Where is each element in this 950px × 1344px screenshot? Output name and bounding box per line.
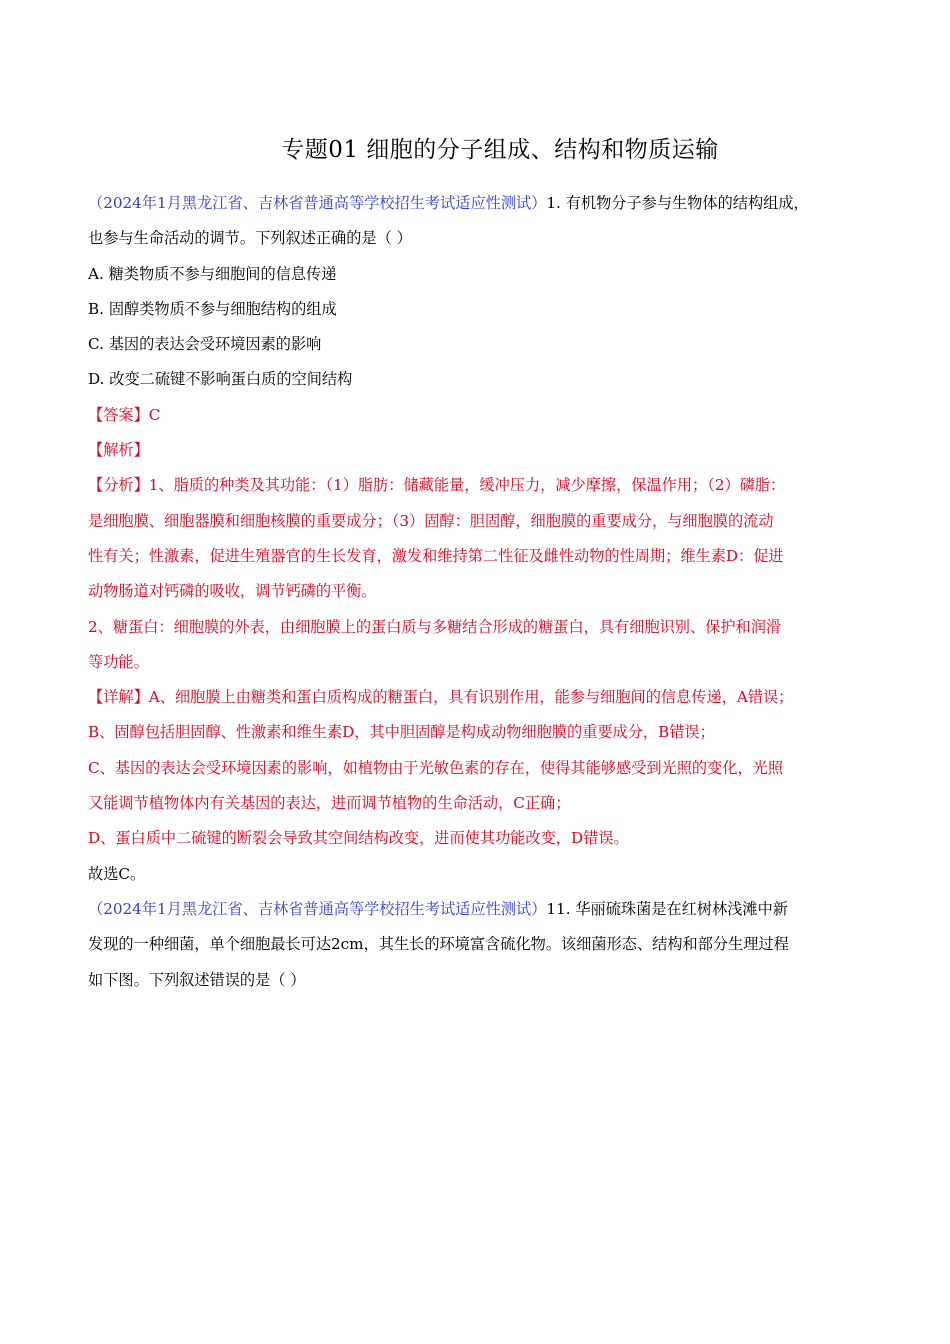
detail-line-3: C、基因的表达会受环境因素的影响，如植物由于光敏色素的存在，使得其能够感受到光照的变化，光照 [88,758,784,777]
analysis-line-4: 动物肠道对钙磷的吸收，调节钙磷的平衡。 [88,582,377,601]
page-title: 专题01 细胞的分子组成、结构和物质运输 [281,137,719,163]
option-d: D. 改变二硫键不影响蛋白质的空间结构 [88,370,353,389]
question-11-stem-end: 如下图。下列叙述错误的是（ ） [88,970,306,989]
analysis-line-6: 等功能。 [88,652,149,671]
question-11-stem-start: 11. 华丽硫珠菌是在红树林浅滩中新 [546,899,788,918]
question-1-source: （2024年1月黑龙江省、吉林省普通高等学校招生考试适应性测试） [88,194,547,212]
answer-label: 【答案】C [88,405,161,424]
analysis-line-5: 2、糖蛋白：细胞膜的外表，由细胞膜上的蛋白质与多糖结合形成的糖蛋白，具有细胞识别、保护和润滑 [88,617,782,636]
detail-line-4: 又能调节植物体内有关基因的表达，进而调节植物的生命活动，C正确； [88,794,571,813]
question-11-stem-middle: 发现的一种细菌，单个细胞最长可达2cm，其生长的环境富含硫化物。该细菌形态、结构和部分生理过程 [88,935,789,954]
analysis-line-3: 性有关；性激素，促进生殖器官的生长发育，激发和维持第二性征及雌性动物的性周期；维生素D：促进 [88,546,784,565]
option-c: C. 基因的表达会受环境因素的影响 [88,335,322,354]
conclusion: 故选C。 [88,864,146,883]
question-1-stem-start: 1. 有机物分子参与生物体的结构组成， [546,194,809,212]
document-body [88,186,878,998]
question-11-source: （2024年1月黑龙江省、吉林省普通高等学校招生考试适应性测试） [88,899,547,918]
analysis-label: 【解析】 [88,441,149,460]
question-1-line-1 [88,186,878,221]
analysis-line-1: 【分析】1、脂质的种类及其功能：（1）脂肪：储藏能量，缓冲压力，减少摩擦，保温作用；（2）磷脂： [88,476,786,495]
analysis-line-2: 是细胞膜、细胞器膜和细胞核膜的重要成分；（3）固醇：胆固醇，细胞膜的重要成分，与细胞膜的流动 [88,511,774,530]
option-a: A. 糖类物质不参与细胞间的信息传递 [88,264,337,283]
detail-line-2: B、固醇包括胆固醇、性激素和维生素D，其中胆固醇是构成动物细胞膜的重要成分，B错误； [88,723,715,742]
question-11-line-1 [88,892,878,927]
detail-line-5: D、蛋白质中二硫键的断裂会导致其空间结构改变，进而使其功能改变，D错误。 [88,829,629,848]
question-1-stem-end: 也参与生命活动的调节。下列叙述正确的是（ ） [88,229,412,248]
detail-line-1: 【详解】A、细胞膜上由糖类和蛋白质构成的糖蛋白，具有识别作用，能参与细胞间的信息传递，A错误； [88,688,794,707]
option-b: B. 固醇类物质不参与细胞结构的组成 [88,299,337,318]
